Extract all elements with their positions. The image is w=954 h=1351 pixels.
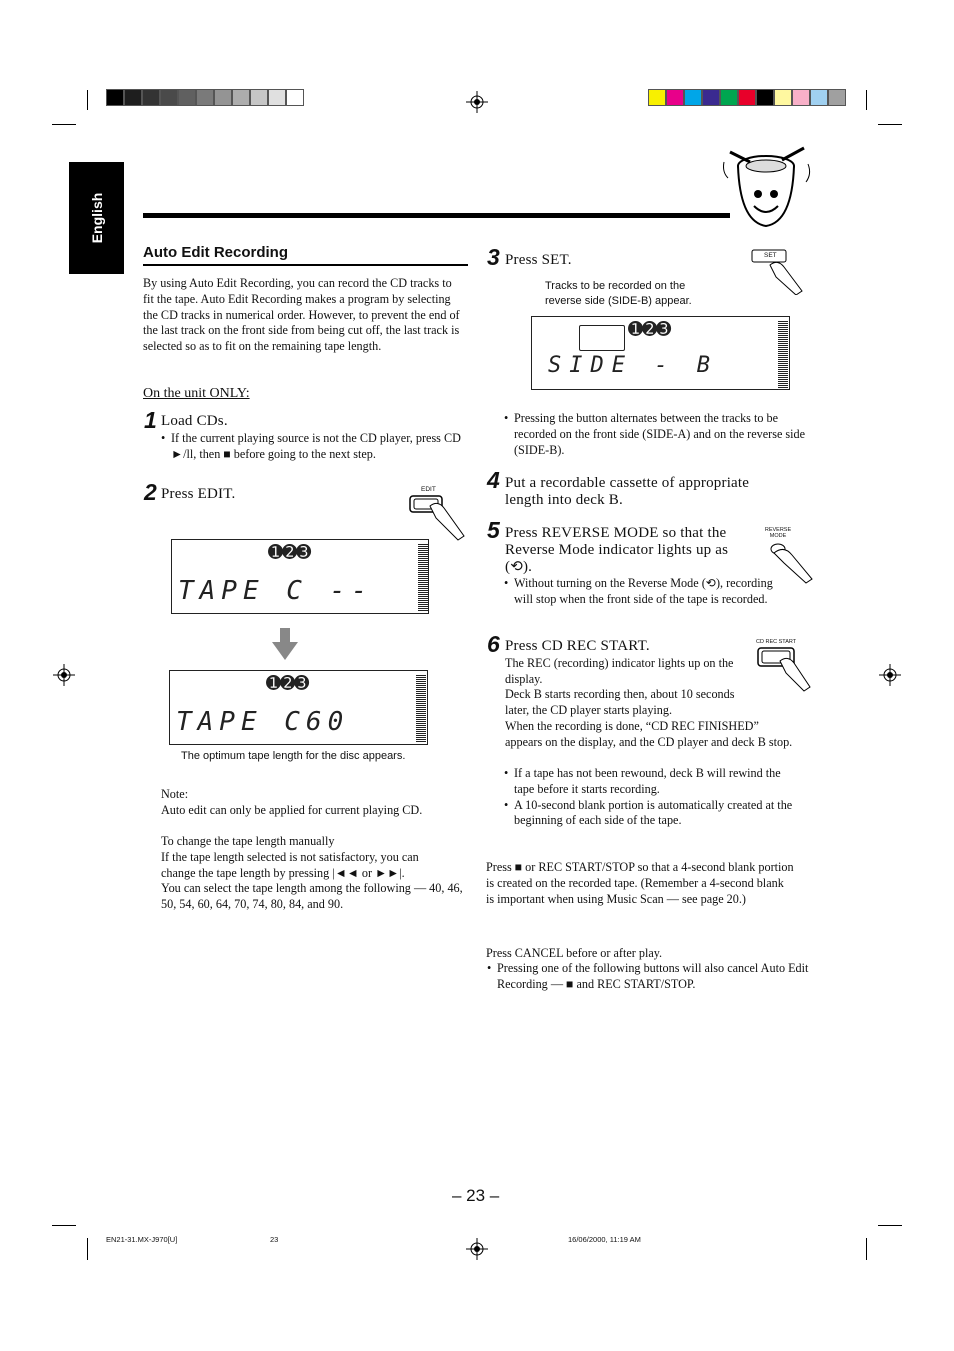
lcd-display-side-b: [531, 316, 790, 390]
step-1-title: Load CDs.: [161, 413, 228, 429]
step-5-title: Press REVERSE MODE so that the Reverse Mode indicator lights up as (⟲).: [505, 525, 729, 575]
cancel-bullet: • Pressing one of the following buttons will also cancel Auto Edit Recording — ■ and REC START/STOP.: [487, 961, 809, 993]
finger-press-icon: [754, 637, 812, 695]
registration-mark-icon: [879, 664, 901, 686]
side-b-caption: Tracks to be recorded on the reverse side (SIDE-B) appear.: [545, 280, 692, 307]
finger-press-icon: [406, 486, 468, 542]
step-4-title: Put a recordable cassette of appropriate length into deck B.: [505, 475, 750, 508]
reverse-mode-button-label: REVERSE MODE: [764, 527, 792, 539]
color-swatch: [702, 89, 720, 106]
crop-mark: [866, 90, 867, 110]
finger-press-icon: [750, 249, 804, 295]
step-2-number: 2: [144, 479, 157, 505]
down-arrow-icon: [272, 628, 298, 660]
color-swatch: [142, 89, 160, 106]
cd-rec-start-button[interactable]: [754, 637, 812, 695]
color-swatch: [286, 89, 304, 106]
color-swatch: [720, 89, 738, 106]
crop-mark: [52, 124, 76, 125]
step-6-number: 6: [487, 631, 500, 657]
note-label: Note:: [161, 787, 189, 801]
cancel-text: Press CANCEL before or after play.: [486, 946, 663, 960]
step-2-title: Press EDIT.: [161, 486, 236, 502]
registration-mark-icon: [466, 1238, 488, 1260]
header-rule: [143, 213, 730, 218]
mascot-drum-icon: [720, 142, 814, 234]
color-swatch: [214, 89, 232, 106]
color-swatch: [648, 89, 666, 106]
color-swatch: [160, 89, 178, 106]
blank-portion-paragraph: Press ■ or REC START/STOP so that a 4-second blank portion is created on the recorded tape. (Remember a 4-second blank is important when using Music Scan — see page 20.): [486, 860, 794, 906]
crop-mark: [878, 1225, 902, 1226]
step-6-bullet-1: • If a tape has not been rewound, deck B will rewind the tape before it starts recording.: [504, 766, 804, 798]
disc-indicators: ➊➋➌: [268, 542, 311, 563]
registration-mark-icon: [466, 91, 488, 113]
color-swatch: [828, 89, 846, 106]
language-label: English: [89, 192, 105, 244]
manual-text-2: You can select the tape length among the following — 40, 46, 50, 54, 60, 64, 70, 74, 80, 84, and 90.: [161, 881, 463, 911]
set-button-label: SET: [764, 252, 777, 259]
lcd-text: SIDE - B: [548, 353, 718, 378]
lcd-display-tape-c60: [169, 670, 428, 745]
step-6-title: Press CD REC START.: [505, 638, 650, 654]
step-5-number: 5: [487, 517, 500, 543]
crop-mark: [87, 90, 88, 110]
color-swatch: [124, 89, 142, 106]
note-text: Auto edit can only be applied for current playing CD.: [161, 803, 423, 817]
section-rule: [143, 264, 468, 266]
color-swatch: [196, 89, 214, 106]
edit-button-label: EDIT: [421, 486, 436, 493]
manual-text-1: If the tape length selected is not satisfactory, you can change the tape length by pressing |◄◄ or ►►|.: [161, 850, 419, 880]
color-swatch: [268, 89, 286, 106]
tape-length-caption: The optimum tape length for the disc appears.: [181, 750, 406, 762]
step-3-bullet: • Pressing the button alternates between the tracks to be recorded on the front side (SIDE-A) and on the reverse side (SIDE-B).: [504, 411, 809, 458]
step-1-number: 1: [144, 407, 157, 433]
crop-mark: [52, 1225, 76, 1226]
color-swatch: [684, 89, 702, 106]
level-meter: [778, 321, 788, 389]
manual-heading: To change the tape length manually: [161, 834, 335, 848]
color-swatch: [810, 89, 828, 106]
step-6-para-3: When the recording is done, “CD REC FINISHED” appears on the display, and the CD player and deck B stop.: [505, 719, 793, 749]
color-swatch: [106, 89, 124, 106]
set-button[interactable]: [750, 249, 804, 295]
footer-file: EN21-31.MX-J970[U]: [106, 1235, 178, 1244]
section-title: Auto Edit Recording: [143, 244, 288, 261]
edit-button[interactable]: [406, 486, 468, 542]
step-3-number: 3: [487, 244, 500, 270]
disc-indicators: ➊➋➌: [266, 673, 309, 694]
track-grid-icon: [579, 325, 625, 351]
language-tab: [69, 162, 124, 274]
step-6-para-1: The REC (recording) indicator lights up on the display.: [505, 656, 734, 686]
level-meter: [418, 544, 428, 612]
lcd-text: TAPE C --: [178, 576, 373, 606]
step-3-title: Press SET.: [505, 252, 572, 268]
color-swatch: [738, 89, 756, 106]
step-1-bullet: • If the current playing source is not the CD player, press CD ►/ll, then ■ before going to the next step.: [161, 431, 466, 463]
crop-mark: [878, 124, 902, 125]
color-swatch: [774, 89, 792, 106]
color-swatch: [250, 89, 268, 106]
footer-page: 23: [270, 1235, 279, 1244]
unit-only-label: On the unit ONLY:: [143, 386, 250, 401]
step-6-bullet-2: • A 10-second blank portion is automatically created at the beginning of each side of the tape.: [504, 798, 804, 830]
lcd-display-tape-c: [171, 539, 429, 614]
intro-paragraph: By using Auto Edit Recording, you can record the CD tracks to fit the tape. Auto Edit Recording makes a program by selecting the CD tracks in numerical order. However, to prevent the end of the last track on the front side from being cut off, the last track is selected so as to fit on the remaining tape length.: [143, 276, 460, 354]
crop-mark: [866, 1238, 867, 1260]
step-6-para-2: Deck B starts recording then, about 10 seconds later, the CD player starts playing.: [505, 687, 735, 717]
step-4-number: 4: [487, 467, 500, 493]
registration-mark-icon: [53, 664, 75, 686]
cd-rec-start-button-label: CD REC START: [756, 639, 797, 645]
step-5-bullet: • Without turning on the Reverse Mode (⟲), recording will stop when the front side of the tape is recorded.: [504, 576, 794, 608]
lcd-text: TAPE C60: [176, 707, 350, 737]
color-swatch: [178, 89, 196, 106]
disc-indicators: ➊➋➌: [628, 319, 671, 340]
color-swatch: [756, 89, 774, 106]
color-swatch: [232, 89, 250, 106]
color-swatch: [792, 89, 810, 106]
footer-date: 16/06/2000, 11:19 AM: [568, 1235, 641, 1244]
level-meter: [416, 675, 426, 743]
crop-mark: [87, 1238, 88, 1260]
color-swatch: [666, 89, 684, 106]
page-number: – 23 –: [452, 1186, 500, 1205]
